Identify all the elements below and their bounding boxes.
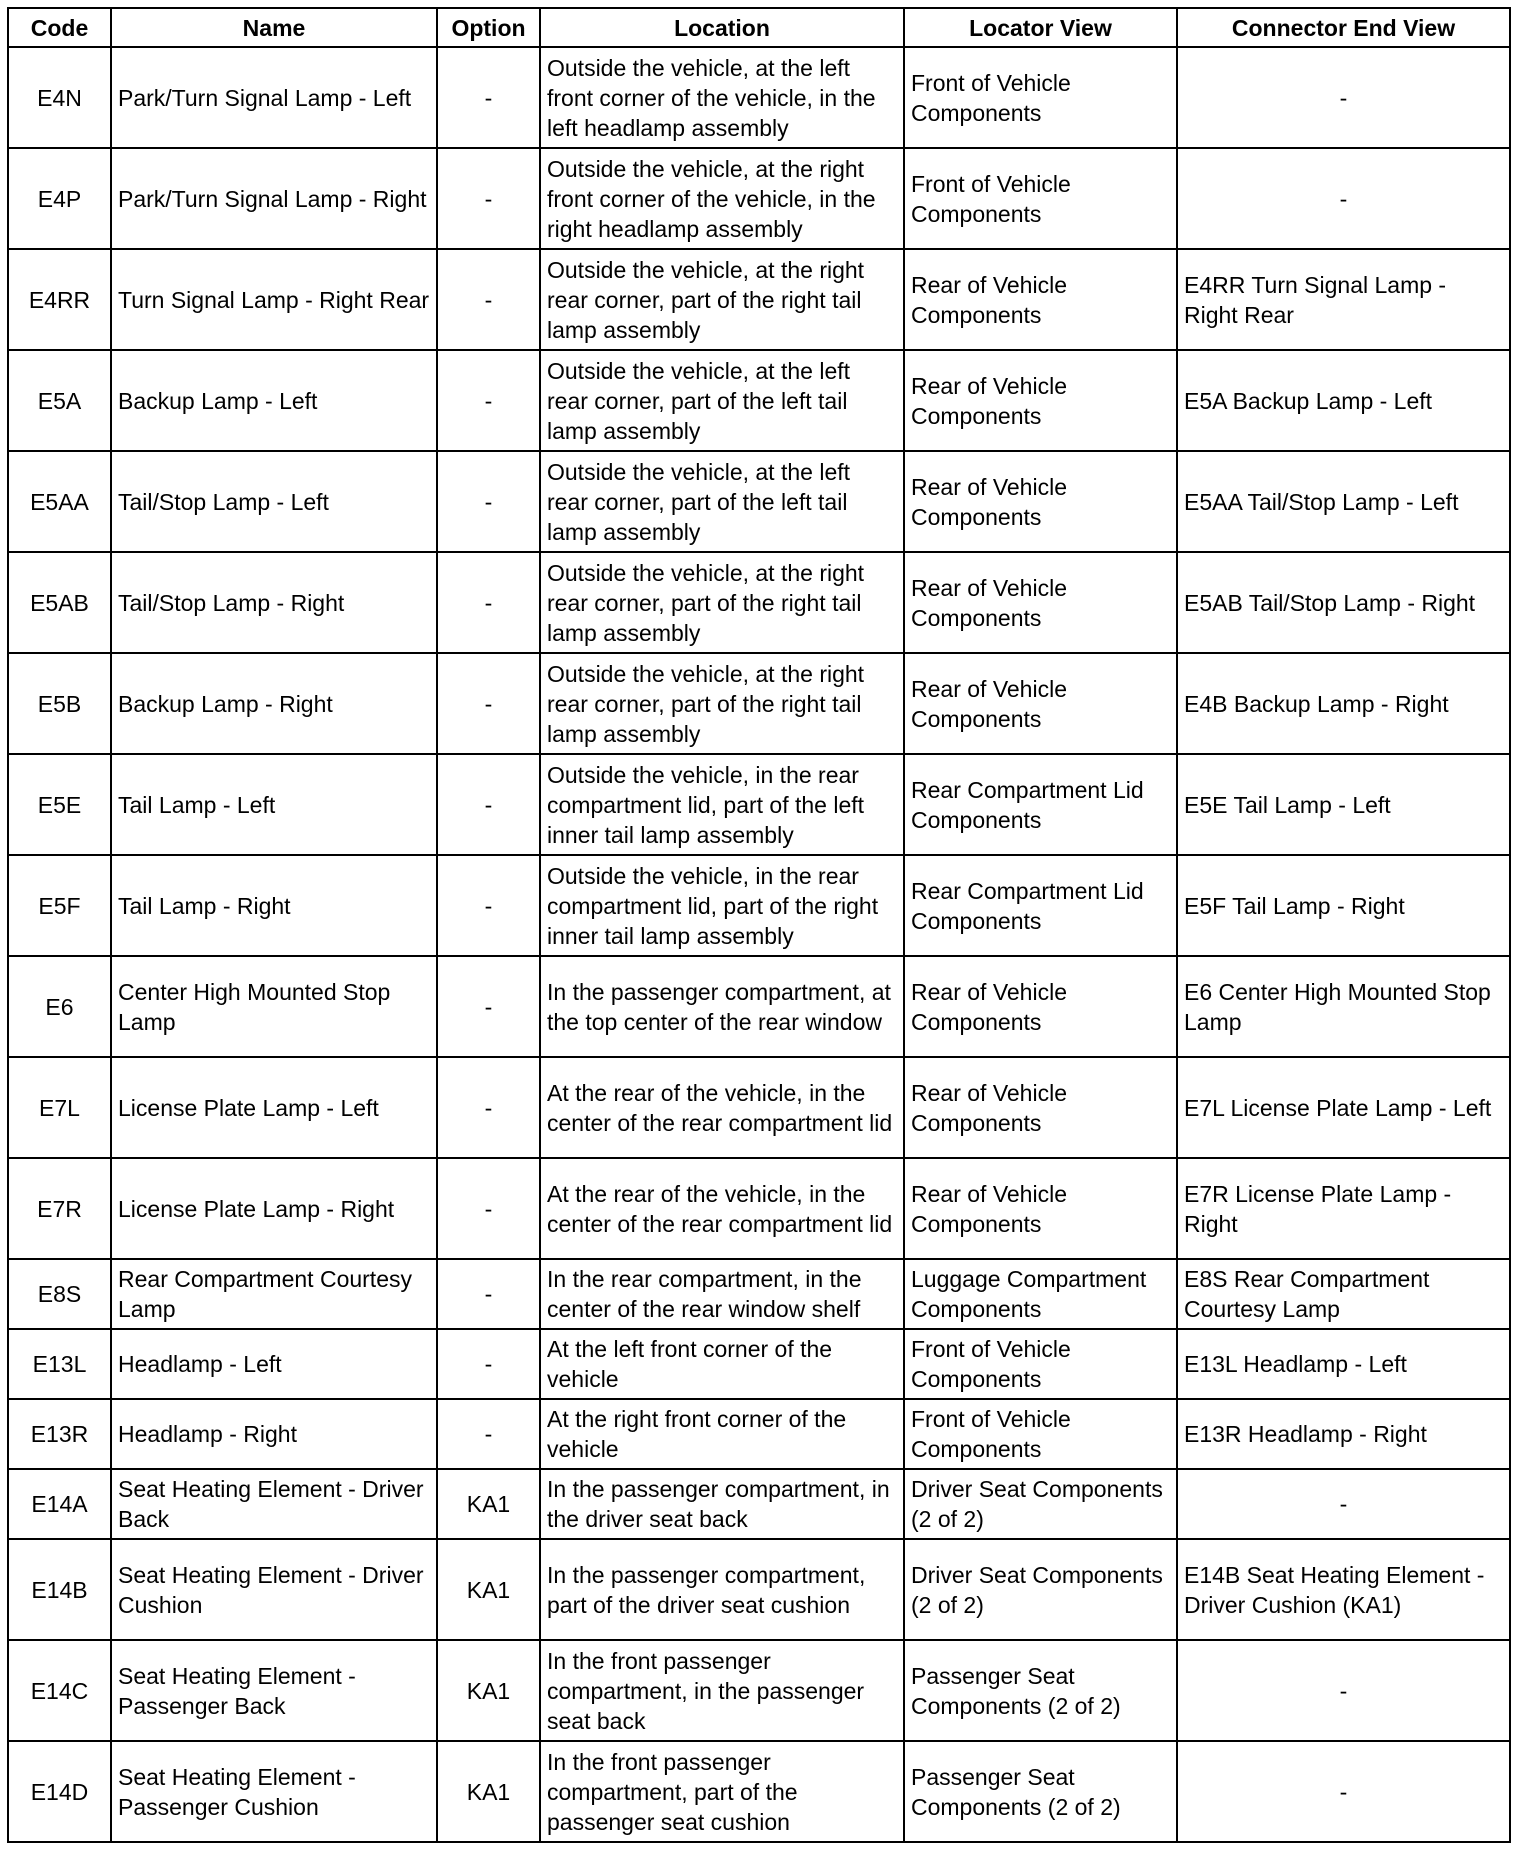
cell-location: Outside the vehicle, at the left rear corner, part of the left tail lamp assembly xyxy=(540,451,904,552)
cell-connector-end-view: - xyxy=(1177,1741,1510,1842)
cell-code: E5AA xyxy=(8,451,111,552)
cell-location: In the front passenger compartment, part of the passenger seat cushion xyxy=(540,1741,904,1842)
header-connector-end-view: Connector End View xyxy=(1177,8,1510,47)
cell-locator-view: Front of Vehicle Components xyxy=(904,47,1177,148)
cell-option: - xyxy=(437,1158,540,1259)
cell-location: At the left front corner of the vehicle xyxy=(540,1329,904,1399)
cell-option: - xyxy=(437,47,540,148)
cell-locator-view: Rear Compartment Lid Components xyxy=(904,855,1177,956)
cell-connector-end-view: E13L Headlamp - Left xyxy=(1177,1329,1510,1399)
cell-option: - xyxy=(437,1057,540,1158)
cell-locator-view: Rear of Vehicle Components xyxy=(904,350,1177,451)
cell-option: KA1 xyxy=(437,1539,540,1640)
cell-location: Outside the vehicle, in the rear compartment lid, part of the right inner tail lamp assembly xyxy=(540,855,904,956)
header-location: Location xyxy=(540,8,904,47)
cell-connector-end-view: - xyxy=(1177,148,1510,249)
cell-locator-view: Rear of Vehicle Components xyxy=(904,552,1177,653)
table-row xyxy=(8,47,1510,148)
cell-code: E14A xyxy=(8,1469,111,1539)
header-row xyxy=(8,8,1510,47)
cell-location: At the rear of the vehicle, in the center of the rear compartment lid xyxy=(540,1158,904,1259)
cell-code: E5B xyxy=(8,653,111,754)
cell-locator-view: Front of Vehicle Components xyxy=(904,148,1177,249)
cell-locator-view: Driver Seat Components (2 of 2) xyxy=(904,1469,1177,1539)
cell-connector-end-view: E5AB Tail/Stop Lamp - Right xyxy=(1177,552,1510,653)
cell-code: E8S xyxy=(8,1259,111,1329)
cell-name: Backup Lamp - Right xyxy=(111,653,437,754)
header-locator-view: Locator View xyxy=(904,8,1177,47)
cell-connector-end-view: E14B Seat Heating Element - Driver Cushion (KA1) xyxy=(1177,1539,1510,1640)
cell-name: Rear Compartment Courtesy Lamp xyxy=(111,1259,437,1329)
cell-location: In the front passenger compartment, in the passenger seat back xyxy=(540,1640,904,1741)
table-row xyxy=(8,148,1510,249)
cell-option: KA1 xyxy=(437,1741,540,1842)
cell-code: E7L xyxy=(8,1057,111,1158)
table-row xyxy=(8,1259,1510,1329)
cell-option: - xyxy=(437,1259,540,1329)
table-row xyxy=(8,754,1510,855)
cell-code: E6 xyxy=(8,956,111,1057)
cell-name: Seat Heating Element - Driver Cushion xyxy=(111,1539,437,1640)
cell-locator-view: Passenger Seat Components (2 of 2) xyxy=(904,1640,1177,1741)
table-row xyxy=(8,1741,1510,1842)
cell-name: Headlamp - Left xyxy=(111,1329,437,1399)
cell-locator-view: Front of Vehicle Components xyxy=(904,1399,1177,1469)
cell-connector-end-view: E7L License Plate Lamp - Left xyxy=(1177,1057,1510,1158)
header-option: Option xyxy=(437,8,540,47)
table-row xyxy=(8,1329,1510,1399)
cell-code: E7R xyxy=(8,1158,111,1259)
cell-name: Center High Mounted Stop Lamp xyxy=(111,956,437,1057)
cell-code: E5F xyxy=(8,855,111,956)
cell-code: E13L xyxy=(8,1329,111,1399)
cell-connector-end-view: - xyxy=(1177,47,1510,148)
cell-name: License Plate Lamp - Left xyxy=(111,1057,437,1158)
cell-code: E5AB xyxy=(8,552,111,653)
cell-name: Backup Lamp - Left xyxy=(111,350,437,451)
cell-option: - xyxy=(437,754,540,855)
cell-location: Outside the vehicle, at the left rear corner, part of the left tail lamp assembly xyxy=(540,350,904,451)
cell-name: Seat Heating Element - Driver Back xyxy=(111,1469,437,1539)
connector-table xyxy=(7,7,1511,1843)
cell-option: - xyxy=(437,552,540,653)
cell-code: E14B xyxy=(8,1539,111,1640)
cell-connector-end-view: E8S Rear Compartment Courtesy Lamp xyxy=(1177,1259,1510,1329)
cell-connector-end-view: E5E Tail Lamp - Left xyxy=(1177,754,1510,855)
cell-name: License Plate Lamp - Right xyxy=(111,1158,437,1259)
cell-connector-end-view: E7R License Plate Lamp - Right xyxy=(1177,1158,1510,1259)
cell-connector-end-view: E6 Center High Mounted Stop Lamp xyxy=(1177,956,1510,1057)
cell-option: - xyxy=(437,1329,540,1399)
cell-connector-end-view: E4RR Turn Signal Lamp - Right Rear xyxy=(1177,249,1510,350)
cell-location: Outside the vehicle, at the right front corner of the vehicle, in the right headlamp assembly xyxy=(540,148,904,249)
cell-locator-view: Passenger Seat Components (2 of 2) xyxy=(904,1741,1177,1842)
cell-locator-view: Front of Vehicle Components xyxy=(904,1329,1177,1399)
cell-connector-end-view: - xyxy=(1177,1469,1510,1539)
cell-code: E4P xyxy=(8,148,111,249)
cell-option: - xyxy=(437,451,540,552)
table-row xyxy=(8,552,1510,653)
cell-option: - xyxy=(437,350,540,451)
cell-location: In the rear compartment, in the center of the rear window shelf xyxy=(540,1259,904,1329)
cell-name: Headlamp - Right xyxy=(111,1399,437,1469)
cell-connector-end-view: E4B Backup Lamp - Right xyxy=(1177,653,1510,754)
cell-locator-view: Rear of Vehicle Components xyxy=(904,451,1177,552)
cell-connector-end-view: - xyxy=(1177,1640,1510,1741)
cell-locator-view: Rear Compartment Lid Components xyxy=(904,754,1177,855)
cell-locator-view: Rear of Vehicle Components xyxy=(904,1158,1177,1259)
table-row xyxy=(8,1469,1510,1539)
cell-locator-view: Rear of Vehicle Components xyxy=(904,249,1177,350)
table-row xyxy=(8,1057,1510,1158)
table-row xyxy=(8,451,1510,552)
cell-location: Outside the vehicle, at the right rear corner, part of the right tail lamp assembly xyxy=(540,653,904,754)
table-row xyxy=(8,855,1510,956)
table-row xyxy=(8,249,1510,350)
cell-code: E5E xyxy=(8,754,111,855)
cell-option: - xyxy=(437,855,540,956)
table-row xyxy=(8,1399,1510,1469)
table-row xyxy=(8,1539,1510,1640)
cell-code: E14C xyxy=(8,1640,111,1741)
cell-code: E4N xyxy=(8,47,111,148)
cell-option: KA1 xyxy=(437,1640,540,1741)
cell-code: E4RR xyxy=(8,249,111,350)
cell-connector-end-view: E5A Backup Lamp - Left xyxy=(1177,350,1510,451)
cell-option: KA1 xyxy=(437,1469,540,1539)
cell-location: At the right front corner of the vehicle xyxy=(540,1399,904,1469)
cell-option: - xyxy=(437,249,540,350)
cell-locator-view: Rear of Vehicle Components xyxy=(904,956,1177,1057)
table-row xyxy=(8,1158,1510,1259)
cell-location: Outside the vehicle, at the right rear corner, part of the right tail lamp assembly xyxy=(540,552,904,653)
cell-location: In the passenger compartment, at the top center of the rear window xyxy=(540,956,904,1057)
cell-locator-view: Rear of Vehicle Components xyxy=(904,1057,1177,1158)
cell-option: - xyxy=(437,1399,540,1469)
cell-name: Park/Turn Signal Lamp - Left xyxy=(111,47,437,148)
cell-name: Seat Heating Element - Passenger Back xyxy=(111,1640,437,1741)
cell-code: E5A xyxy=(8,350,111,451)
cell-name: Turn Signal Lamp - Right Rear xyxy=(111,249,437,350)
cell-connector-end-view: E5F Tail Lamp - Right xyxy=(1177,855,1510,956)
cell-option: - xyxy=(437,653,540,754)
cell-name: Tail Lamp - Left xyxy=(111,754,437,855)
cell-location: Outside the vehicle, in the rear compartment lid, part of the left inner tail lamp assembly xyxy=(540,754,904,855)
cell-option: - xyxy=(437,148,540,249)
cell-location: In the passenger compartment, in the driver seat back xyxy=(540,1469,904,1539)
cell-connector-end-view: E13R Headlamp - Right xyxy=(1177,1399,1510,1469)
cell-connector-end-view: E5AA Tail/Stop Lamp - Left xyxy=(1177,451,1510,552)
header-name: Name xyxy=(111,8,437,47)
cell-location: Outside the vehicle, at the right rear corner, part of the right tail lamp assembly xyxy=(540,249,904,350)
table-row xyxy=(8,956,1510,1057)
cell-location: Outside the vehicle, at the left front corner of the vehicle, in the left headlamp assembly xyxy=(540,47,904,148)
cell-name: Tail/Stop Lamp - Right xyxy=(111,552,437,653)
table-body xyxy=(8,47,1510,1842)
cell-name: Seat Heating Element - Passenger Cushion xyxy=(111,1741,437,1842)
cell-code: E13R xyxy=(8,1399,111,1469)
cell-name: Tail Lamp - Right xyxy=(111,855,437,956)
cell-locator-view: Luggage Compartment Components xyxy=(904,1259,1177,1329)
cell-option: - xyxy=(437,956,540,1057)
cell-location: In the passenger compartment, part of the driver seat cushion xyxy=(540,1539,904,1640)
header-code: Code xyxy=(8,8,111,47)
cell-name: Park/Turn Signal Lamp - Right xyxy=(111,148,437,249)
cell-locator-view: Driver Seat Components (2 of 2) xyxy=(904,1539,1177,1640)
cell-name: Tail/Stop Lamp - Left xyxy=(111,451,437,552)
table-row xyxy=(8,1640,1510,1741)
cell-code: E14D xyxy=(8,1741,111,1842)
table-row xyxy=(8,653,1510,754)
table-row xyxy=(8,350,1510,451)
cell-location: At the rear of the vehicle, in the center of the rear compartment lid xyxy=(540,1057,904,1158)
cell-locator-view: Rear of Vehicle Components xyxy=(904,653,1177,754)
